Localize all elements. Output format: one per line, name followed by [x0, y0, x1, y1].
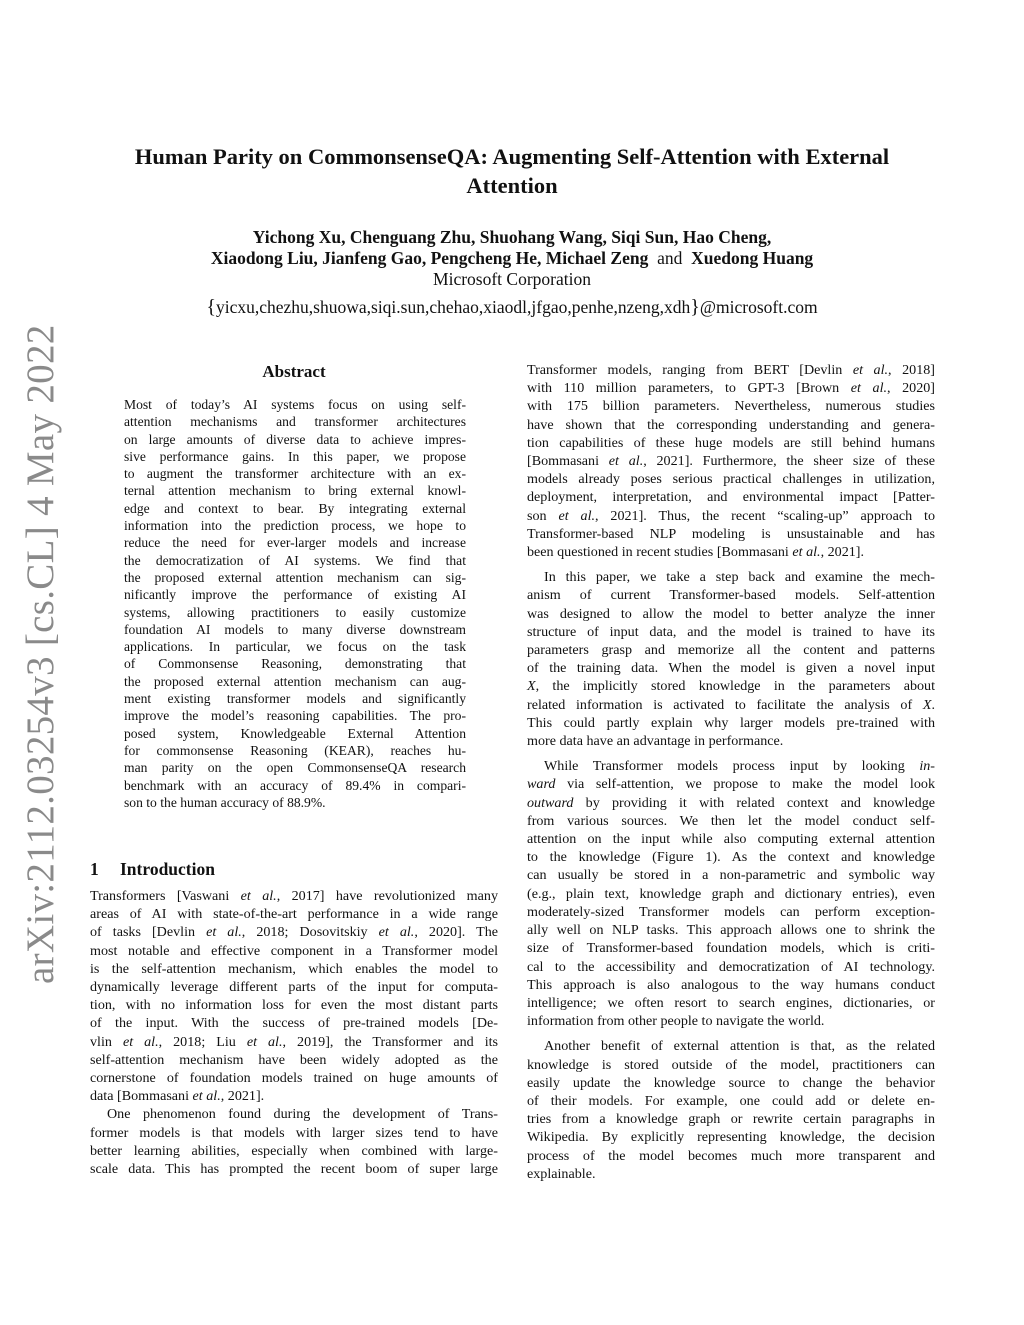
- body-line: ward via self-attention, we propose to make the model look: [527, 776, 935, 793]
- body-line: attention on the input while also computing external attention: [527, 831, 935, 848]
- author-line: [100, 248, 924, 269]
- abstract-line: applications. In particular, we focus on the task: [124, 639, 466, 655]
- body-line: [Bommasani et al., 2021]. Furthermore, the sheer size of these: [527, 453, 935, 470]
- body-line: process of the model becomes much more transparent and: [527, 1147, 935, 1164]
- author-names: Xiaodong Liu, Jianfeng Gao, Pengcheng He, Michael Zeng: [210, 248, 649, 268]
- right-column: [527, 361, 935, 1183]
- body-line: In this paper, we take a step back and examine the mech-: [544, 569, 935, 586]
- abstract-line: information into the prediction process, we hope to: [124, 518, 466, 534]
- body-line: former models is that models with larger sizes tend to have: [90, 1124, 498, 1141]
- body-line: was designed to allow the model to better analyze the inner: [527, 605, 935, 622]
- body-line: from various sources. We then let the model conduct self-: [527, 812, 935, 829]
- body-line: with 175 billion parameters. Nevertheless, numerous studies: [527, 398, 935, 415]
- body-line: cal to the accessibility and democratization of AI technology.: [527, 958, 935, 975]
- section-number: 1: [90, 859, 99, 879]
- body-line: tion, with no information loss for even the most distant parts: [90, 997, 498, 1014]
- abstract-line: nificantly improve the performance of existing AI: [124, 587, 466, 603]
- body-line: easily update the knowledge source to change the behavior: [527, 1074, 935, 1091]
- body-line: This approach is also analogous to the way humans conduct: [527, 976, 935, 993]
- body-line: vlin et al., 2018; Liu et al., 2019], the Transformer and its: [90, 1033, 499, 1050]
- body-line: of their models. For example, one could add or delete en-: [527, 1092, 935, 1109]
- author-names: Xuedong Huang: [691, 248, 814, 268]
- abstract-line: man parity on the open CommonsenseQA research: [124, 760, 466, 776]
- body-line: structure of input data, and the model is trained to have its: [527, 623, 935, 640]
- abstract-line: on large amounts of diverse data to achieve impres-: [124, 431, 466, 447]
- body-line: related information is activated to facilitate the analysis of X.: [527, 696, 935, 713]
- body-line: models already poses serious practical challenges in utilization,: [527, 471, 935, 488]
- body-line: better learning abilities, especially when combined with large-: [90, 1142, 498, 1159]
- body-line: (e.g., plain text, knowledge graph and dictionary entries), even: [527, 885, 935, 902]
- body-line: scale data. This has prompted the recent boom of super large: [90, 1161, 498, 1178]
- body-line: moderately-sized Transformer models can perform exception-: [527, 903, 935, 920]
- body-line: to the knowledge (Figure 1). As the context and knowledge: [527, 849, 935, 866]
- body-line: outward by providing it with related context and knowledge: [527, 794, 935, 811]
- author-conjunction: and: [657, 248, 683, 268]
- abstract-line: posed system, Knowledgeable External Attention: [124, 725, 466, 741]
- body-line: Wikipedia. By explicitly representing knowledge, the decision: [527, 1129, 935, 1146]
- body-line: tion capabilities of these huge models are still behind humans: [527, 434, 935, 451]
- author-line: [100, 227, 924, 248]
- body-line: tries from a knowledge graph or rewrite certain paragraphs in: [527, 1111, 935, 1128]
- body-line: more data have an advantage in performance.: [527, 733, 784, 750]
- body-line: most notable and effective component in a Transformer model: [90, 942, 498, 959]
- email-open-brace: {: [206, 296, 216, 318]
- paper-title: [100, 142, 924, 200]
- body-line: intelligence; we often resort to search engines, dictionaries, or: [527, 994, 935, 1011]
- section-heading-introduction: [90, 858, 215, 880]
- body-line: Transformers [Vaswani et al., 2017] have revolutionized many: [90, 888, 498, 904]
- introduction-left-column: [90, 887, 498, 1178]
- body-line: cornerstone of foundation models trained on huge amounts of: [90, 1070, 498, 1087]
- abstract-line: benchmark with an accuracy of 89.4% in compari-: [124, 777, 466, 793]
- title-line: Human Parity on CommonsenseQA: Augmenting Self-Attention with External: [134, 144, 890, 169]
- body-line: X, the implicitly stored knowledge in the parameters about: [527, 678, 935, 695]
- abstract-line: of Commonsense Reasoning, demonstrating that: [124, 656, 466, 672]
- section-title: Introduction: [120, 859, 215, 879]
- body-line: is the self-attention mechanism, which enables the model to: [90, 960, 498, 977]
- body-line: parameters grasp and memorize all the content and patterns: [527, 642, 935, 659]
- body-line: been questioned in recent studies [Bommasani et al., 2021].: [527, 544, 865, 561]
- body-line: One phenomenon found during the development of Trans-: [107, 1106, 498, 1123]
- abstract-line: systems, allowing practitioners to easily customize: [124, 604, 466, 620]
- body-line: knowledge is stored outside of the model, practitioners can: [527, 1056, 935, 1073]
- body-line: of the input. With the success of pre-trained models [De-: [90, 1015, 498, 1032]
- body-line: self-attention mechanism have been widely adopted as the: [90, 1051, 498, 1068]
- body-line: son et al., 2021]. Thus, the recent “scaling-up” approach to: [527, 507, 935, 524]
- abstract-line: to augment the transformer architecture with an ex-: [124, 466, 466, 482]
- body-line: size of Transformer-based foundation models, which is criti-: [527, 940, 935, 957]
- body-line: Transformer models, ranging from BERT [Devlin et al., 2018]: [527, 362, 935, 378]
- author-names: Yichong Xu, Chenguang Zhu, Shuohang Wang, Siqi Sun, Hao Cheng,: [252, 227, 772, 247]
- body-line: Transformer-based NLP modeling is unsustainable and has: [527, 525, 935, 542]
- body-line: deployment, interpretation, and environmental impact [Patter-: [527, 489, 935, 506]
- abstract-line: ment existing transformer models and significantly: [124, 691, 466, 707]
- body-line: data [Bommasani et al., 2021].: [90, 1088, 265, 1105]
- email-handles: yicxu,chezhu,shuowa,siqi.sun,chehao,xiaodl,jfgao,penhe,nzeng,xdh: [215, 297, 691, 317]
- body-line: explainable.: [527, 1165, 596, 1182]
- abstract-line: improve the model’s reasoning capabilities. The pro-: [124, 708, 466, 724]
- abstract-line: for commonsense Reasoning (KEAR), reaches hu-: [124, 742, 466, 758]
- title-line: Attention: [466, 173, 558, 198]
- body-line: ally well on NLP tasks. This approach allows one to shrink the: [527, 922, 935, 939]
- body-line: While Transformer models process input by looking in-: [544, 758, 935, 775]
- body-line: can usually be stored in a non-parametric and symbolic way: [527, 867, 935, 884]
- abstract-line: the democratization of AI systems. We find that: [124, 552, 466, 568]
- body-line: areas of AI with state-of-the-art performance in a wide range: [90, 906, 498, 923]
- abstract-line: the proposed external attention mechanism can aug-: [124, 673, 466, 689]
- body-line: of the training data. When the model is given a novel input: [527, 660, 935, 677]
- abstract-line: the proposed external attention mechanism can sig-: [124, 569, 466, 585]
- email-close-brace: }: [690, 296, 700, 318]
- body-line: anism of current Transformer-based models. Self-attention: [527, 587, 935, 604]
- abstract-line: son to the human accuracy of 88.9%.: [124, 794, 326, 810]
- abstract-heading: Abstract: [262, 362, 326, 381]
- body-line: dynamically leverage different parts of the input for computa-: [90, 979, 498, 996]
- author-emails: [100, 295, 924, 319]
- body-line: This could partly explain why larger models pre-trained with: [527, 714, 935, 731]
- author-list: [100, 227, 924, 269]
- abstract-line: Most of today’s AI systems focus on using self-: [124, 397, 466, 412]
- abstract-line: foundation AI models to many diverse downstream: [124, 621, 466, 637]
- abstract-line: reduce the need for ever-larger models and increase: [124, 535, 466, 551]
- abstract-body: [124, 396, 466, 811]
- body-line: information from other people to navigate the world.: [527, 1013, 825, 1030]
- abstract-line: ternal attention mechanism to bring external knowl-: [124, 483, 466, 499]
- affiliation: Microsoft Corporation: [433, 269, 591, 289]
- body-line: with 110 million parameters, to GPT-3 [Brown et al., 2020]: [527, 380, 936, 397]
- body-line: have shown that the corresponding understanding and genera-: [527, 416, 935, 433]
- abstract-line: edge and context to bear. By integrating external: [124, 500, 466, 516]
- body-line: of tasks [Devlin et al., 2018; Dosovitskiy et al., 2020]. The: [90, 924, 498, 941]
- abstract-line: attention mechanisms and transformer architectures: [124, 414, 466, 430]
- abstract-line: sive performance gains. In this paper, we propose: [124, 448, 466, 464]
- arxiv-identifier-stamp: arXiv:2112.03254v3 [cs.CL] 4 May 2022: [19, 324, 62, 984]
- body-line: Another benefit of external attention is that, as the related: [544, 1038, 935, 1055]
- email-domain: @microsoft.com: [699, 297, 818, 317]
